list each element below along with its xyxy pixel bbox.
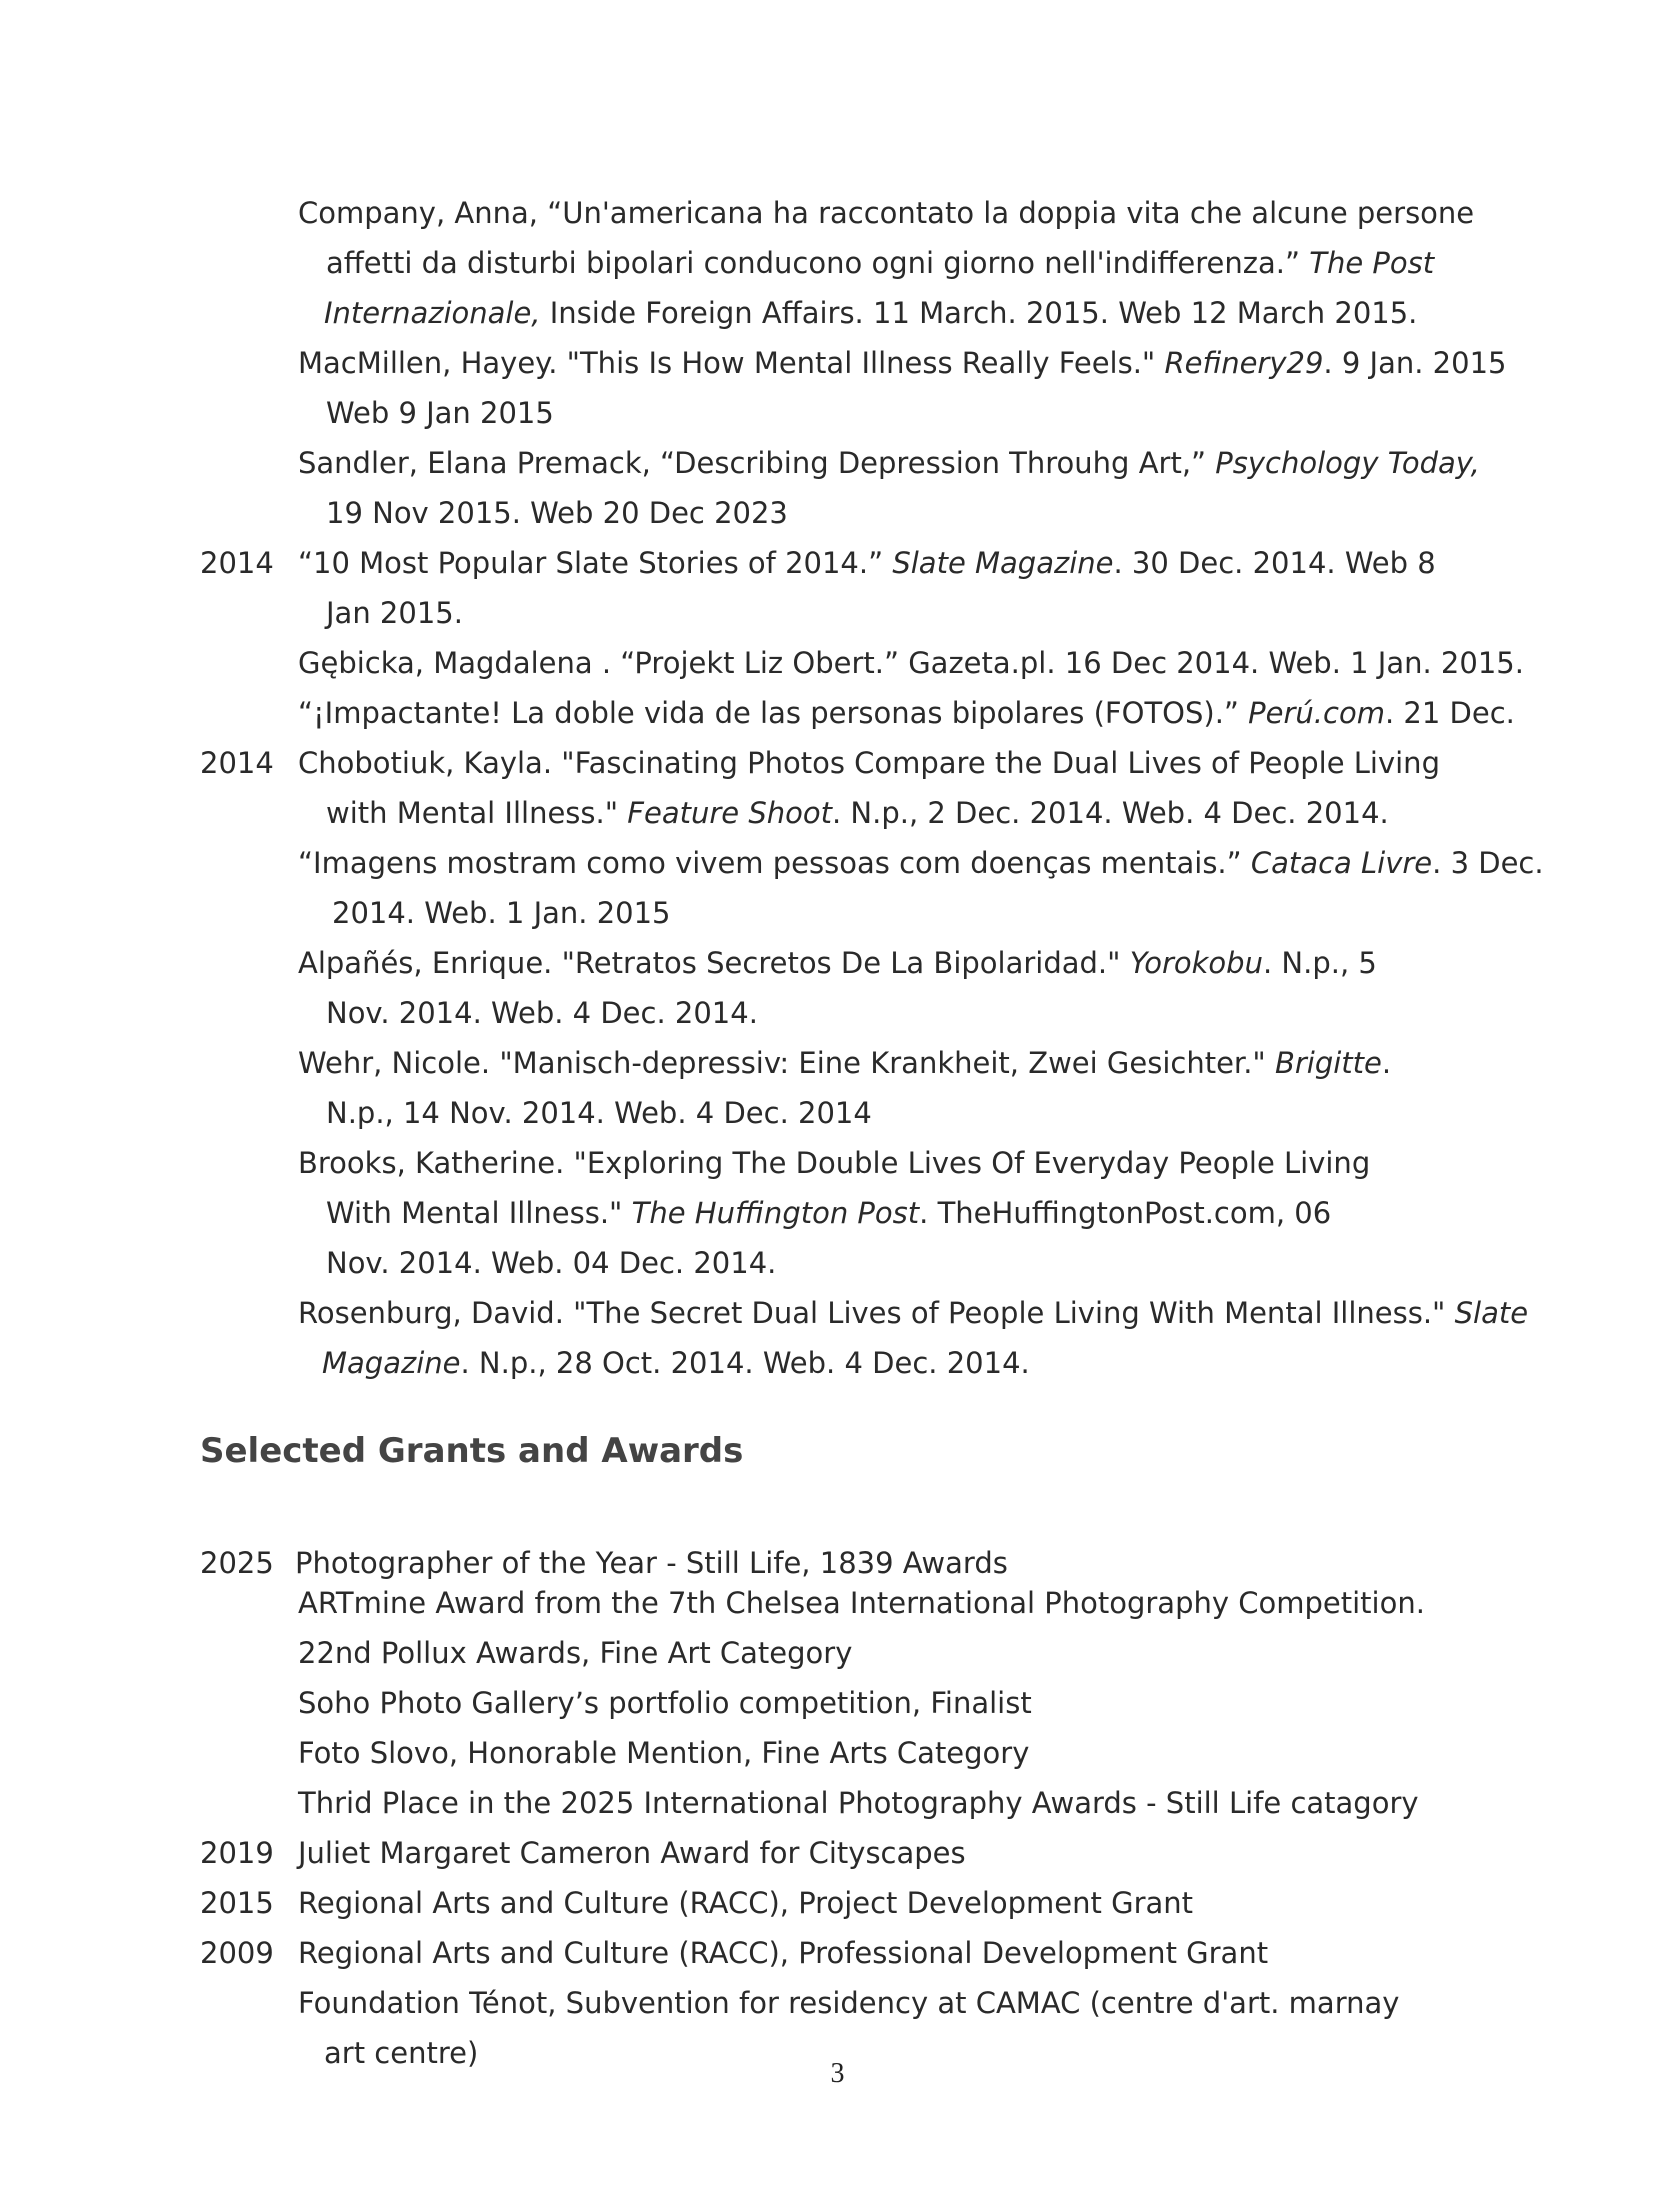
press-entry-rosenburg <box>298 1288 1529 1388</box>
entry-text: Inside Foreign Affairs. 11 March. 2015. Web 12 March 2015. <box>540 296 1418 330</box>
entry-text: Nov. 2014. Web. 4 Dec. 2014. <box>326 996 758 1030</box>
entry-text: With Mental Illness." <box>326 1196 632 1230</box>
entry-text: Jan 2015. <box>326 596 463 630</box>
publication-title: Yorokobu <box>1129 946 1263 980</box>
entry-text: N.p., 14 Nov. 2014. Web. 4 Dec. 2014 <box>326 1096 872 1130</box>
award-item: Foto Slovo, Honorable Mention, Fine Arts Category <box>298 1736 1030 1770</box>
entry-text: . TheHuffingtonPost.com, 06 <box>919 1196 1332 1230</box>
entry-text: . 30 Dec. 2014. Web 8 <box>1113 546 1436 580</box>
entry-text: . N.p., 2 Dec. 2014. Web. 4 Dec. 2014. <box>831 796 1389 830</box>
press-entry-slate-popular <box>298 538 1478 638</box>
publication-title: Internazionale, <box>324 296 541 330</box>
press-entry-imagens <box>298 838 1544 938</box>
press-entry-chobotiuk <box>298 738 1478 838</box>
press-entry-gebicka <box>298 638 1524 688</box>
press-entry-wehr <box>298 1038 1478 1138</box>
publication-title: Magazine <box>322 1346 461 1380</box>
year-label: 2025 <box>200 1546 274 1580</box>
press-entry-brooks <box>298 1138 1478 1288</box>
entry-text: with Mental Illness." <box>326 796 628 830</box>
entry-text: Company, Anna, “Un'americana ha raccontato la doppia vita che alcune persone <box>298 196 1475 230</box>
entry-text: “10 Most Popular Slate Stories of 2014.” <box>298 546 893 580</box>
award-item: Regional Arts and Culture (RACC), Project Development Grant <box>298 1886 1194 1920</box>
press-entry-company <box>298 188 1478 338</box>
award-item: Photographer of the Year - Still Life, 1839 Awards <box>295 1546 1008 1580</box>
entry-text: Brooks, Katherine. "Exploring The Double Lives Of Everyday People Living <box>298 1146 1371 1180</box>
entry-text: . 3 Dec. <box>1432 846 1544 880</box>
publication-title: Refinery29 <box>1164 346 1324 380</box>
award-item: 22nd Pollux Awards, Fine Art Category <box>298 1636 853 1670</box>
entry-text: . N.p., 28 Oct. 2014. Web. 4 Dec. 2014. <box>460 1346 1030 1380</box>
entry-text: 19 Nov 2015. Web 20 Dec 2023 <box>326 496 788 530</box>
publication-title: The Huffington Post <box>631 1196 920 1230</box>
entry-text: . <box>1381 1046 1392 1080</box>
publication-title: The Post <box>1309 246 1435 280</box>
press-entry-macmillen <box>298 338 1507 438</box>
publication-title: Psychology Today, <box>1215 446 1480 480</box>
entry-text: MacMillen, Hayey. "This Is How Mental Illness Really Feels." <box>298 346 1165 380</box>
entry-text: Alpañés, Enrique. "Retratos Secretos De La Bipolaridad." <box>298 946 1130 980</box>
entry-text: Web 9 Jan 2015 <box>326 396 554 430</box>
award-item: Juliet Margaret Cameron Award for Cityscapes <box>298 1836 966 1870</box>
entry-text: . N.p., 5 <box>1262 946 1377 980</box>
entry-text: . 21 Dec. <box>1384 696 1515 730</box>
entry-text: Rosenburg, David. "The Secret Dual Lives of People Living With Mental Illness." <box>298 1296 1455 1330</box>
publication-title: Feature Shoot <box>627 796 832 830</box>
year-label: 2014 <box>200 546 274 580</box>
entry-text: affetti da disturbi bipolari conducono ogni giorno nell'indifferenza.” <box>326 246 1301 280</box>
entry-text: 2014. Web. 1 Jan. 2015 <box>332 896 671 930</box>
entry-text: . 9 Jan. 2015 <box>1323 346 1507 380</box>
press-entry-sandler <box>298 438 1478 538</box>
publication-title: Slate Magazine <box>892 546 1114 580</box>
year-label: 2009 <box>200 1936 274 1970</box>
entry-text: Sandler, Elana Premack, “Describing Depression Throuhg Art,” <box>298 446 1216 480</box>
entry-text: “Imagens mostram como vivem pessoas com doenças mentais.” <box>298 846 1251 880</box>
publication-title: Perú.com <box>1248 696 1385 730</box>
award-item: Regional Arts and Culture (RACC), Professional Development Grant <box>298 1936 1269 1970</box>
publication-title: Cataca Livre <box>1250 846 1433 880</box>
press-entry-alpanes <box>298 938 1478 1038</box>
entry-text: Foundation Ténot, Subvention for residency at CAMAC (centre d'art. marnay <box>298 1986 1400 2020</box>
year-label: 2015 <box>200 1886 274 1920</box>
entry-text: Chobotiuk, Kayla. "Fascinating Photos Compare the Dual Lives of People Living <box>298 746 1440 780</box>
award-item: Thrid Place in the 2025 International Photography Awards - Still Life catagory <box>298 1786 1419 1820</box>
entry-text: “¡Impactante! La doble vida de las personas bipolares (FOTOS).” <box>298 696 1249 730</box>
section-heading: Selected Grants and Awards <box>200 1431 744 1471</box>
entry-text: Gębicka, Magdalena . “Projekt Liz Obert.” Gazeta.pl. 16 Dec 2014. Web. 1 Jan. 2015. <box>298 646 1524 680</box>
publication-title: Brigitte <box>1274 1046 1382 1080</box>
award-item: ARTmine Award from the 7th Chelsea International Photography Competition. <box>298 1586 1425 1620</box>
entry-text: art centre) <box>324 2036 479 2070</box>
page-number: 3 <box>830 2058 845 2089</box>
entry-text: Nov. 2014. Web. 04 Dec. 2014. <box>326 1246 777 1280</box>
press-entry-peru <box>298 688 1515 738</box>
year-label: 2019 <box>200 1836 274 1870</box>
entry-text: Wehr, Nicole. "Manisch-depressiv: Eine Krankheit, Zwei Gesichter." <box>298 1046 1275 1080</box>
award-item: Soho Photo Gallery’s portfolio competition, Finalist <box>298 1686 1032 1720</box>
year-label: 2014 <box>200 746 274 780</box>
publication-title: Slate <box>1454 1296 1529 1330</box>
